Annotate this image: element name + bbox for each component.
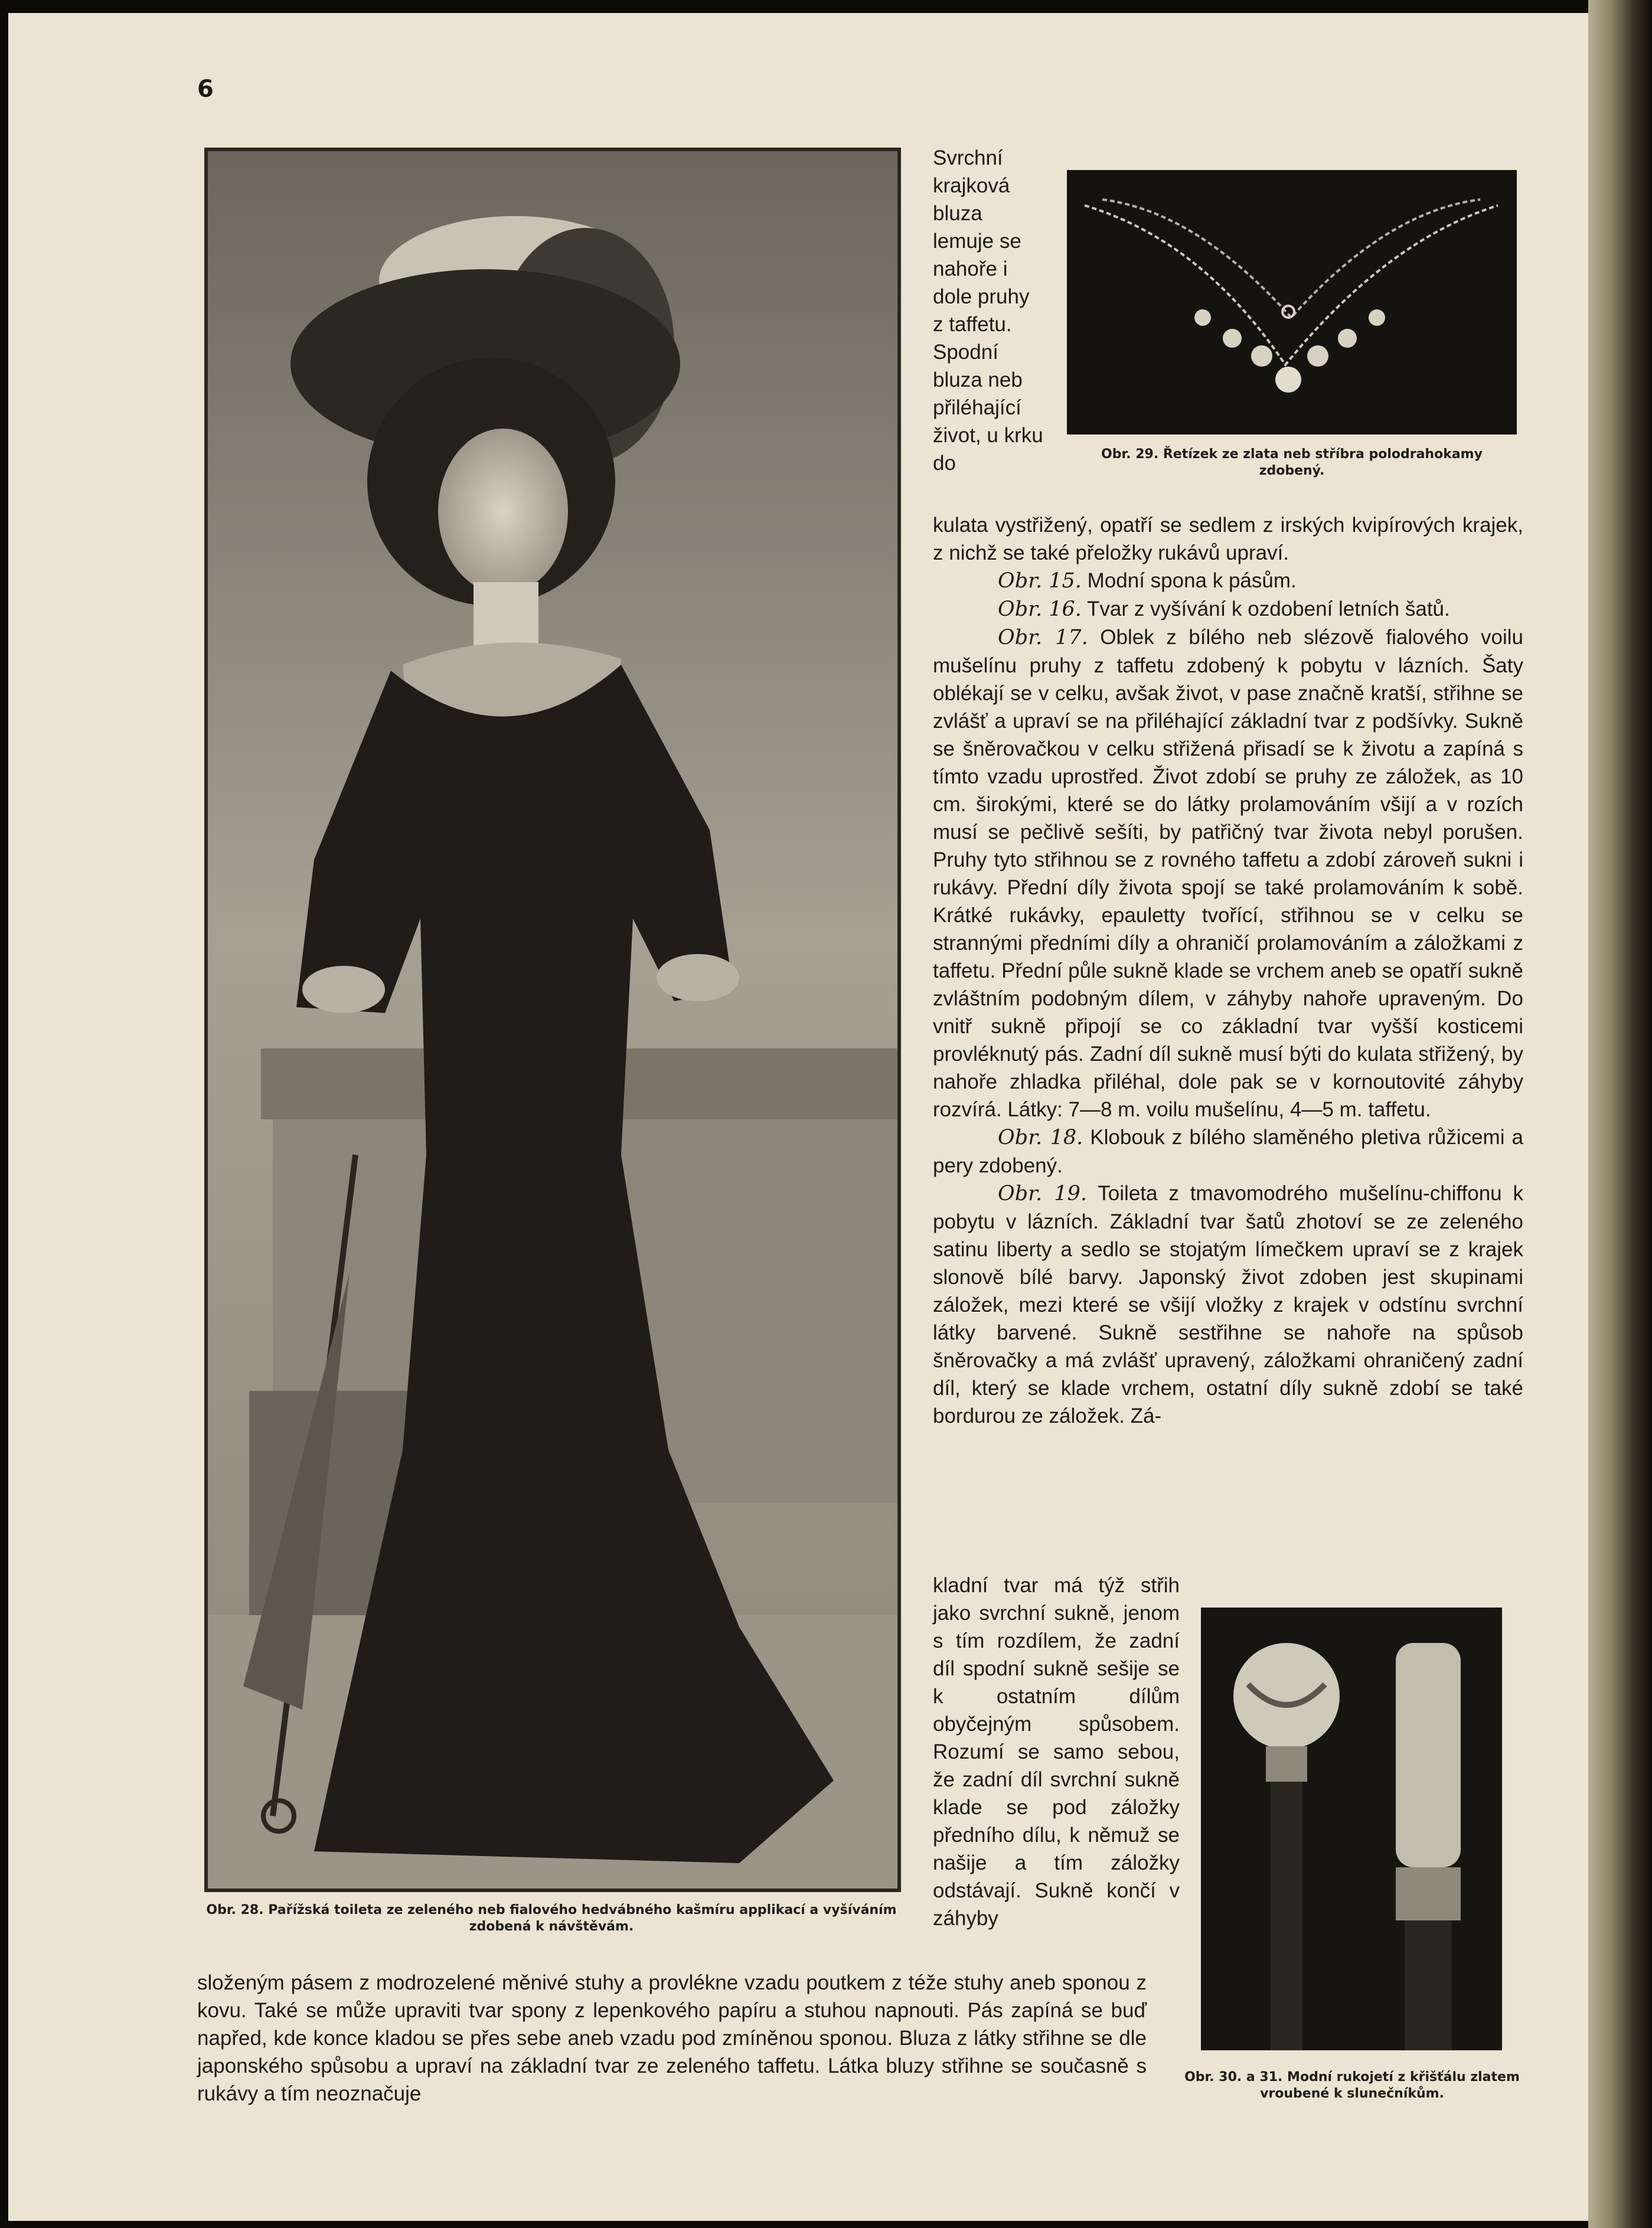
caption-figure-29: Obr. 29. Řetízek ze zlata neb stříbra polodrahokamy zdobený.: [1101, 447, 1483, 478]
handles-illustration: [1201, 1608, 1502, 2050]
parasol-handles-photo-figures-30-31: [1201, 1608, 1502, 2050]
item-obr-15: [933, 567, 1523, 595]
necklace-photo-figure-29: [1067, 170, 1517, 435]
item-obr-18: [933, 1123, 1523, 1180]
text-column-narrow-top: Svrchní krajková bluza lemuje se nahoře i dole pruhy z taffetu. Spodní bluza neb přiléhající život, u krku do: [933, 146, 1043, 475]
figure-ref: Obr. 17.: [998, 626, 1088, 649]
page-number: 6: [197, 76, 214, 103]
item-text: Klobouk z bílého slaměného pletiva růžicemi a pery zdobený.: [933, 1126, 1523, 1177]
figure-ref: Obr. 16.: [998, 597, 1082, 621]
necklace-illustration: [1067, 170, 1517, 435]
text-column-bottom: složeným pásem z modrozelené měnivé stuhy a provlékne vzadu poutkem z téže stuhy aneb sponou z kovu. Také se může upraviti tvar spony z lepenkového papíru a stuhou napnouti. Pás zapíná se buď napřed, kde konce kladou se přes sebe aneb vzadu pod zmíněnou sponou. Bluza z látky střihne se dle japonského spůsobu a upraví na základní tvar ze zeleného taffetu. Látka bluzy střihne se současně s rukávy a tím neoznačuje: [197, 1971, 1147, 2105]
figure-ref: Obr. 19.: [998, 1182, 1088, 1206]
item-obr-17: [933, 623, 1523, 1123]
binding-shadow: [1588, 0, 1652, 2228]
figure-ref: Obr. 15.: [998, 569, 1082, 593]
text-column-main: [933, 511, 1523, 1430]
fashion-photo-figure-28: [204, 148, 901, 1892]
item-text: Oblek z bílého neb slézově fialového voilu mušelínu pruhy z taffetu zdobený k pobytu v lázních. Šaty oblékají se v celku, avšak život, v pase značně kratší, střihne se zvlášť a upraví se na přiléhající základní tvar z podšívky. Sukně se šněrovačkou v celku střižená přisadí se k životu a zapíná s tímto vzadu uprostřed. Život zdobí se pruhy ze záložek, as 10 cm. širokými, které se do látky prolamováním všijí a v rozích musí se pečlivě sešíti, by patřičný tvar života nebyl porušen. Pruhy tyto střihnou se z rovného taffetu a zdobí zároveň sukni i rukávy. Přední díly života spojí se také prolamováním k sobě. Krátké rukávky, epauletty tvořící, střihnou se v celku se strannými předními díly a ohraničí prolamováním a záložkami z taffetu. Přední půle sukně klade se vrchem aneb se opatří sukně zvláštním podobným dílem, v záhyby nahoře upraveným. Do vnitř sukně připojí se co základní tvar vyšší kosticemi provléknutý pás. Zadní díl sukně musí býti do kulata střižený, by nahoře zhladka přiléhal, dole pak se v kornoutovité záhyby rozvírá. Látky: 7—8 m. voilu mušelínu, 4—5 m. taffetu.: [933, 626, 1523, 1121]
item-text: Toileta z tmavomodrého mušelínu-chiffonu k pobytu v lázních. Základní tvar šatů zhotoví se ze zeleného satinu liberty a sedlo se stojatým límečkem upraví se z krajek slonově bílé barvy. Japonský život zdoben jest skupinami záložek, mezi které se všijí vložky z krajek v odstínu svrchní látky barvené. Sukně sestřihne se nahoře na spůsob šněrovačky a má zvlášť upravený, záložkami ohraničený zadní díl, který se klade vrchem, ostatní díly sukně zdobí se také bordurou ze záložek. Zá-: [933, 1182, 1524, 1427]
paragraph-intro: kulata vystřižený, opatří se sedlem z irských kvipírových krajek, z nichž se také přeložky rukávů upraví.: [933, 514, 1523, 564]
text-column-narrow-lower: kladní tvar má týž střih jako svrchní sukně, jenom s tím rozdílem, že zadní díl spodní sukně sešije se k ostatním dílům obyčejným spůsobem. Rozumí se samo sebou, že zadní díl svrchní sukně klade se pod záložky předního dílu, k němuž se našije a tím záložky odstávají. Sukně končí v záhyby: [933, 1574, 1180, 1930]
item-text: Tvar z vyšívání k ozdobení letních šatů.: [1087, 597, 1450, 620]
item-obr-19: [933, 1180, 1523, 1430]
item-text: Modní spona k pásům.: [1087, 569, 1297, 592]
lady-illustration: [208, 151, 897, 1889]
caption-figure-28: Obr. 28. Pařížská toileta ze zeleného neb fialového hedvábného kašmíru applikací a vyšíváním zdobená k návštěvám.: [206, 1903, 897, 1934]
caption-figures-30-31: Obr. 30. a 31. Modní rukojetí z křišťálu zlatem vroubené k slunečníkům.: [1184, 2070, 1520, 2101]
item-obr-16: [933, 595, 1523, 623]
figure-ref: Obr. 18.: [998, 1126, 1083, 1149]
